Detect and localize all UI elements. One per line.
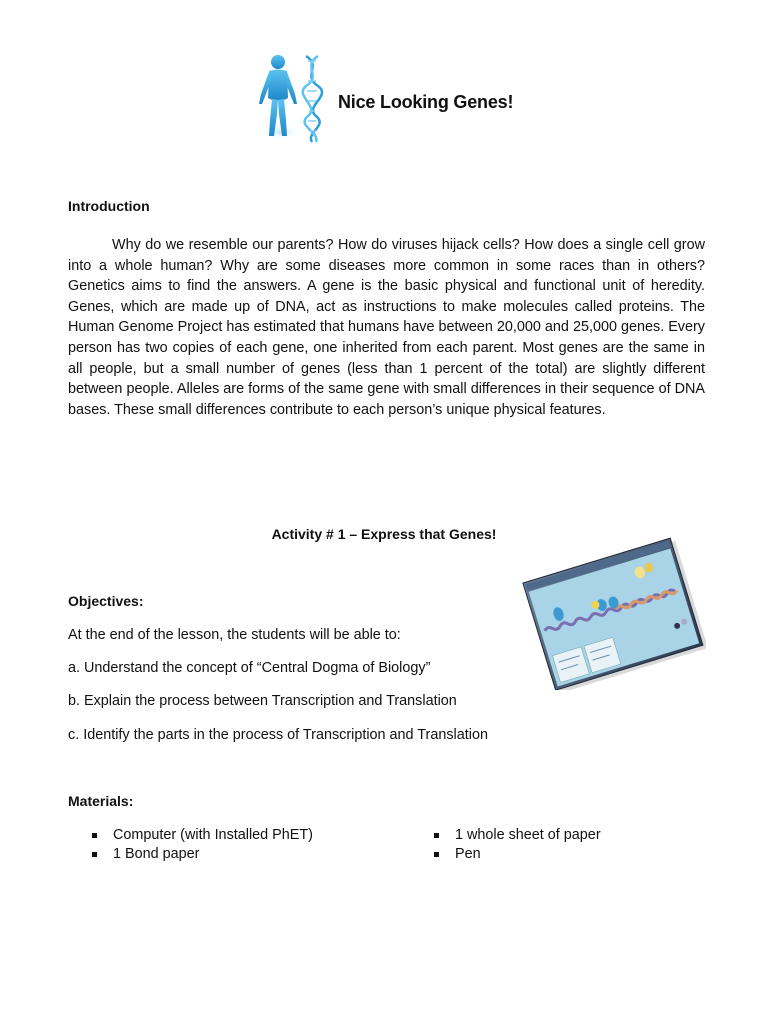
introduction-heading: Introduction	[68, 198, 150, 214]
material-item: Computer (with Installed PhET)	[113, 827, 313, 843]
objective-item: a. Understand the concept of “Central Dogma of Biology”	[68, 660, 431, 676]
human-dna-icon	[250, 52, 326, 144]
objective-item: c. Identify the parts in the process of Transcription and Translation	[68, 727, 488, 743]
material-item: Pen	[455, 846, 481, 862]
bullet-icon	[434, 833, 439, 838]
material-item: 1 Bond paper	[113, 846, 200, 862]
objectives-heading: Objectives:	[68, 593, 144, 609]
phet-simulation-screenshot	[520, 532, 706, 690]
objective-item: b. Explain the process between Transcription and Translation	[68, 693, 457, 709]
document-title: Nice Looking Genes!	[338, 92, 514, 112]
introduction-paragraph: Why do we resemble our parents? How do viruses hijack cells? How does a single cell grow into a whole human? Why are some diseases more common in some races than in others? Genetics aims to find the answers. A gene is the basic physical and functional unit of heredity. Genes, which are made up of DNA, act as instructions to make molecules called proteins. The Human Genome Project has estimated that humans have between 20,000 and 25,000 genes. Every person has two copies of each gene, one inherited from each parent. Most genes are the same in all people, but a small number of genes (less than 1 percent of the total) are slightly different between people. Alleles are forms of the same gene with small differences in their sequence of DNA bases. These small differences contribute to each person’s unique physical features.	[68, 237, 705, 418]
bullet-icon	[434, 852, 439, 857]
objectives-intro: At the end of the lesson, the students will be able to:	[68, 627, 401, 643]
material-item: 1 whole sheet of paper	[455, 827, 601, 843]
bullet-icon	[92, 833, 97, 838]
activity-title: Activity # 1 – Express that Genes!	[271, 526, 497, 542]
materials-heading: Materials:	[68, 793, 134, 809]
bullet-icon	[92, 852, 97, 857]
